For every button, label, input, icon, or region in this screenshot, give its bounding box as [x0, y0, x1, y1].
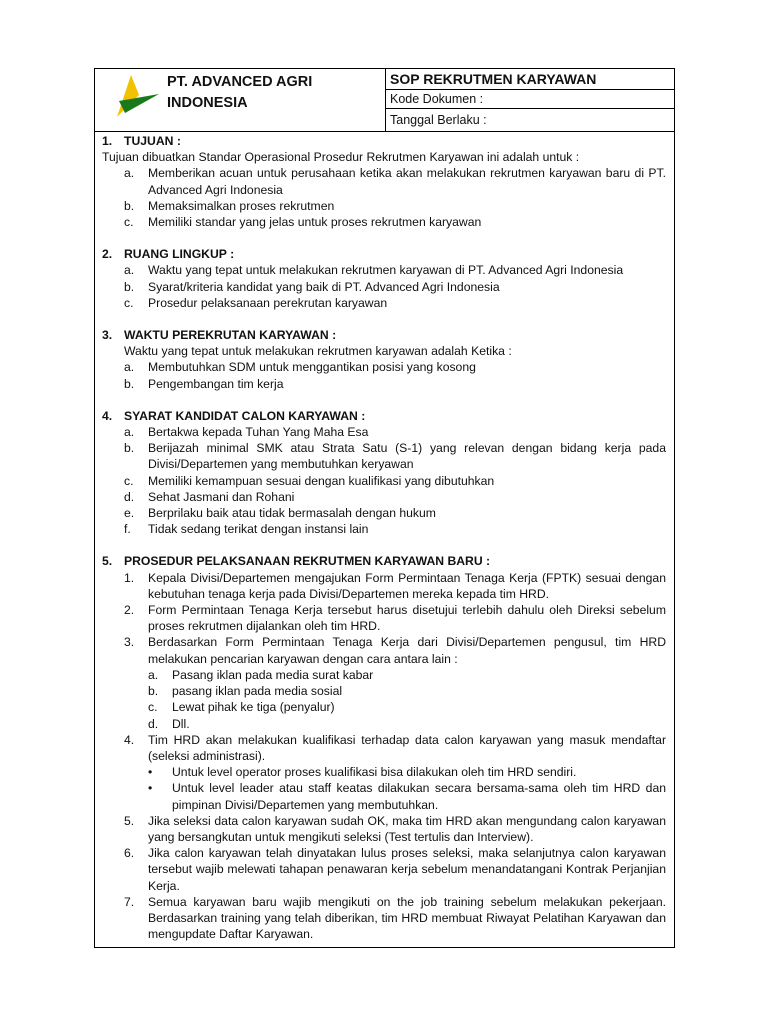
procedure-step [102, 570, 666, 602]
step-content [148, 634, 666, 731]
step-number: 7. [124, 894, 135, 909]
document-body [95, 132, 674, 942]
list-text: Syarat/kriteria kandidat yang baik di PT. Advanced Agri Indonesia [148, 279, 500, 294]
procedure-list [102, 570, 666, 943]
section-title [102, 246, 666, 262]
section-syarat-kandidat [102, 408, 666, 538]
list-text: Waktu yang tepat untuk melakukan rekrutmen karyawan di PT. Advanced Agri Indonesia [148, 263, 624, 278]
bullet-list [126, 764, 666, 813]
list-item [102, 359, 666, 375]
section-tujuan [102, 133, 666, 230]
procedure-step [102, 813, 666, 845]
list-item [102, 198, 666, 214]
sub-item [126, 716, 666, 732]
step-text: Tim HRD akan melakukan kualifikasi terhadap data calon karyawan yang masuk mendaftar (seleksi administrasi). [148, 732, 666, 763]
section-ruang-lingkup [102, 246, 666, 311]
document-title: SOP REKRUTMEN KARYAWAN [386, 69, 674, 90]
list-marker: b. [124, 441, 135, 456]
procedure-step [102, 732, 666, 813]
list-item [102, 473, 666, 489]
step-number: 4. [124, 732, 135, 747]
step-text: Kepala Divisi/Departemen mengajukan Form Permintaan Tenaga Kerja (FPTK) sesuai dengan kebutuhan tenaga kerja pada Divisi/Departemen mereka kepada tim HRD. [148, 570, 666, 601]
bullet-item [126, 780, 666, 812]
sub-item [126, 683, 666, 699]
list-text: Prosedur pelaksanaan perekrutan karyawan [148, 295, 388, 310]
list-marker: d. [124, 489, 135, 504]
section-title-text: RUANG LINGKUP : [124, 247, 235, 262]
procedure-step [102, 602, 666, 634]
list-item [102, 279, 666, 295]
step-number: 2. [124, 603, 135, 618]
sub-marker: c. [148, 700, 158, 715]
section-list [102, 262, 666, 311]
step-text: Berdasarkan Form Permintaan Tenaga Kerja dari Divisi/Departemen pengusul, tim HRD melakukan pencarian karyawan dengan cara antara lain : [148, 635, 666, 666]
list-item [102, 505, 666, 521]
list-marker: c. [124, 473, 134, 488]
list-text: Tidak sedang terikat dengan instansi lain [148, 522, 369, 537]
list-marker: a. [124, 166, 135, 181]
section-intro: Waktu yang tepat untuk melakukan rekrutmen karyawan adalah Ketika : [124, 344, 512, 359]
section-title [102, 553, 666, 569]
step-content [148, 732, 666, 813]
sub-text: Pasang iklan pada media surat kabar [172, 667, 374, 682]
list-item [102, 489, 666, 505]
sub-marker: d. [148, 716, 159, 731]
sop-document [94, 68, 675, 948]
section-title-text: WAKTU PEREKRUTAN KARYAWAN : [124, 328, 337, 343]
list-text: Sehat Jasmani dan Rohani [148, 489, 295, 504]
company-name [167, 72, 312, 114]
list-text: Memberikan acuan untuk perusahaan ketika akan melakukan rekrutmen karyawan baru di PT. Advanced Agri Indonesia [148, 166, 666, 197]
list-item [102, 424, 666, 440]
bullet-icon: • [148, 781, 153, 796]
document-meta [386, 69, 674, 131]
sub-text: Lewat pihak ke tiga (penyalur) [172, 700, 335, 715]
section-number: 1. [102, 134, 113, 148]
list-marker: e. [124, 506, 135, 521]
document-header [95, 69, 674, 132]
list-marker: a. [124, 425, 135, 440]
list-text: Memiliki standar yang jelas untuk proses rekrutmen karyawan [148, 215, 482, 230]
list-text: Pengembangan tim kerja [148, 376, 284, 391]
section-waktu-perekrutan [102, 327, 666, 392]
list-item [102, 440, 666, 472]
list-item [102, 521, 666, 537]
bullet-text: Untuk level leader atau staff keatas dilakukan secara bersama-sama oleh tim HRD dan pimpinan Divisi/Departemen yang membutuhkan. [172, 781, 666, 812]
company-logo-icon [115, 73, 161, 119]
sub-text: Dll. [172, 716, 190, 731]
section-title-text: PROSEDUR PELAKSANAAN REKRUTMEN KARYAWAN BARU : [124, 554, 491, 569]
list-marker: c. [124, 295, 134, 310]
step-text: Semua karyawan baru wajib mengikuti on the job training sebelum melakukan pekerjaan. Berdasarkan training yang telah diberikan, tim HRD membuat Riwayat Pelatihan Karyawan dan mengupdate Daftar Karyawan. [148, 894, 666, 942]
section-title [102, 133, 666, 149]
procedure-step [102, 634, 666, 731]
sub-marker: b. [148, 684, 159, 699]
list-text: Bertakwa kepada Tuhan Yang Maha Esa [148, 425, 369, 440]
procedure-step [102, 845, 666, 894]
list-item [102, 165, 666, 197]
list-marker: b. [124, 279, 135, 294]
sub-marker: a. [148, 667, 159, 682]
list-marker: c. [124, 215, 134, 230]
step-number: 5. [124, 813, 135, 828]
step-number: 6. [124, 846, 135, 861]
step-number: 1. [124, 570, 135, 585]
section-number: 3. [102, 328, 113, 343]
section-title [102, 408, 666, 424]
list-marker: a. [124, 263, 135, 278]
section-title-text: TUJUAN : [124, 134, 181, 148]
list-text: Memaksimalkan proses rekrutmen [148, 198, 335, 213]
list-item [102, 262, 666, 278]
step-text: Jika seleksi data calon karyawan sudah OK, maka tim HRD akan mengundang calon karyawan yang bersangkutan untuk mengikuti seleksi (Test tertulis dan Interview). [148, 813, 666, 844]
step-text: Form Permintaan Tenaga Kerja tersebut harus disetujui terlebih dahulu oleh Direksi sebelum proses rekrutmen dijalankan oleh tim HRD. [148, 603, 666, 634]
list-item [102, 214, 666, 230]
step-text: Jika calon karyawan telah dinyatakan lulus proses seleksi, maka selanjutnya calon karyawan tersebut wajib melewati tahapan penawaran kerja sebelum menandatangani Kontrak Perjanjian Kerja. [148, 846, 666, 893]
sub-item [126, 699, 666, 715]
procedure-step [102, 894, 666, 943]
list-text: Berprilaku baik atau tidak bermasalah dengan hukum [148, 506, 436, 521]
section-title [102, 327, 666, 343]
tanggal-berlaku-field: Tanggal Berlaku : [390, 113, 487, 127]
step-number: 3. [124, 635, 135, 650]
section-number: 4. [102, 408, 113, 423]
list-item [102, 376, 666, 392]
section-prosedur [102, 553, 666, 942]
sub-list [126, 667, 666, 732]
section-list [102, 165, 666, 230]
sub-text: pasang iklan pada media sosial [172, 684, 343, 699]
list-marker: b. [124, 376, 135, 391]
bullet-item [126, 764, 666, 780]
list-text: Berijazah minimal SMK atau Strata Satu (S-1) yang relevan dengan bidang kerja pada Divisi/Departemen yang membutuhkan keryawan [148, 441, 666, 472]
company-name-line2: INDONESIA [167, 95, 248, 111]
bullet-icon: • [148, 765, 153, 780]
section-number: 5. [102, 554, 113, 569]
kode-dokumen-field: Kode Dokumen : [386, 90, 674, 109]
section-list [102, 359, 666, 391]
section-list [102, 424, 666, 537]
list-item [102, 295, 666, 311]
sub-item [126, 667, 666, 683]
list-text: Memiliki kemampuan sesuai dengan kualifikasi yang dibutuhkan [148, 473, 495, 488]
section-title-text: SYARAT KANDIDAT CALON KARYAWAN : [124, 408, 366, 423]
list-marker: a. [124, 360, 135, 375]
section-intro: Tujuan dibuatkan Standar Operasional Prosedur Rekrutmen Karyawan ini adalah untuk : [102, 150, 580, 165]
section-number: 2. [102, 247, 113, 262]
company-block [95, 69, 386, 131]
bullet-text: Untuk level operator proses kualifikasi bisa dilakukan oleh tim HRD sendiri. [172, 765, 577, 780]
list-marker: f. [124, 522, 131, 537]
list-text: Membutuhkan SDM untuk menggantikan posisi yang kosong [148, 360, 476, 375]
list-marker: b. [124, 198, 135, 213]
company-name-line1: PT. ADVANCED AGRI [167, 74, 313, 90]
